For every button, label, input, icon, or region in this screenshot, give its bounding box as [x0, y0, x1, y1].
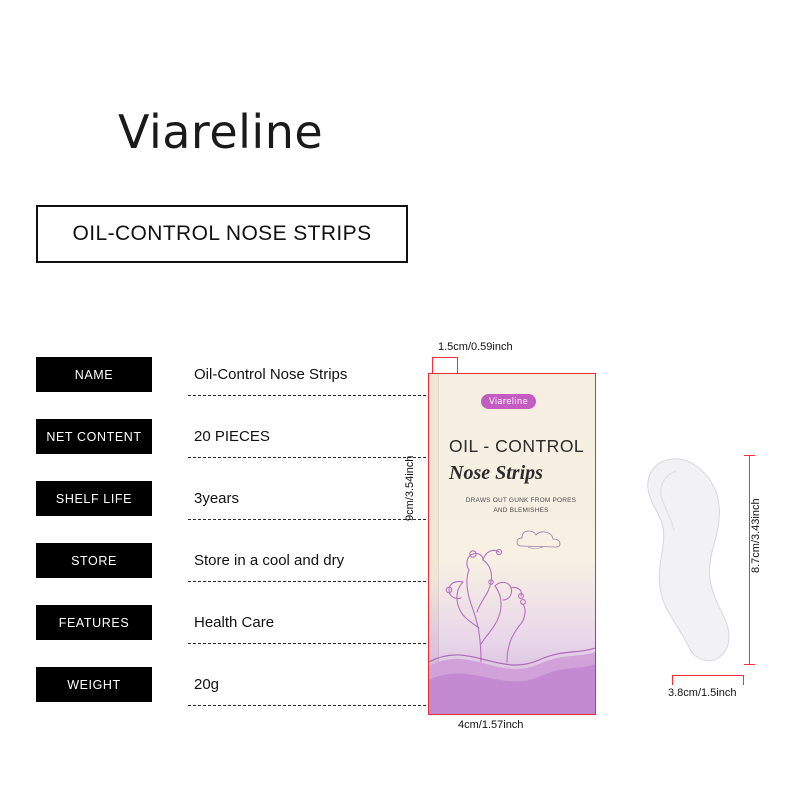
row-divider: [188, 395, 426, 396]
row-divider: [188, 581, 426, 582]
row-divider: [188, 643, 426, 644]
label-strip-width: 3.8cm/1.5inch: [668, 687, 737, 699]
spec-value-store: Store in a cool and dry: [194, 552, 345, 569]
row-divider: [188, 705, 426, 706]
spec-key-store: STORE: [36, 543, 152, 578]
package-brand-pill: Viareline: [481, 394, 536, 409]
spec-key-features: FEATURES: [36, 605, 152, 640]
spec-value-weight: 20g: [194, 676, 220, 693]
table-row: [36, 543, 396, 605]
spec-value-name: Oil-Control Nose Strips: [194, 366, 348, 383]
product-package: [429, 374, 595, 714]
brand-title: Viareline: [118, 105, 324, 159]
row-divider: [188, 519, 426, 520]
spec-key-net-content: NET CONTENT: [36, 419, 152, 454]
spec-key-shelf-life: SHELF LIFE: [36, 481, 152, 516]
row-divider: [188, 457, 426, 458]
package-description: DRAWS OUT GUNK FROM PORES AND BLEMISHES: [465, 497, 577, 515]
label-box-thickness: 1.5cm/0.59inch: [438, 341, 513, 353]
measure-cap-bottom: [744, 664, 755, 665]
spec-key-name: NAME: [36, 357, 152, 392]
label-box-height: 9cm/3.54inch: [404, 455, 416, 521]
spec-table: [36, 357, 396, 729]
label-strip-height: 8.7cm/3.43inch: [750, 498, 762, 573]
table-row: [36, 481, 396, 543]
table-row: [36, 419, 396, 481]
spec-value-features: Health Care: [194, 614, 275, 631]
thickness-measure-bracket: [432, 357, 458, 373]
strip-height-measure: [672, 455, 750, 665]
table-row: [36, 605, 396, 667]
product-illustration: [404, 341, 790, 745]
package-title-line1: OIL - CONTROL: [449, 436, 585, 456]
page-title: OIL-CONTROL NOSE STRIPS: [72, 222, 372, 245]
label-box-width: 4cm/1.57inch: [458, 719, 524, 731]
wave-decoration: [429, 624, 595, 714]
spec-key-weight: WEIGHT: [36, 667, 152, 702]
table-row: [36, 667, 396, 729]
package-title-line2: Nose Strips: [449, 462, 543, 484]
spec-value-shelf-life: 3years: [194, 490, 240, 507]
table-row: [36, 357, 396, 419]
product-title-box: [36, 205, 408, 263]
measure-cap-top: [744, 455, 755, 456]
strip-width-measure: [672, 675, 744, 685]
spec-value-net-content: 20 PIECES: [194, 428, 270, 445]
